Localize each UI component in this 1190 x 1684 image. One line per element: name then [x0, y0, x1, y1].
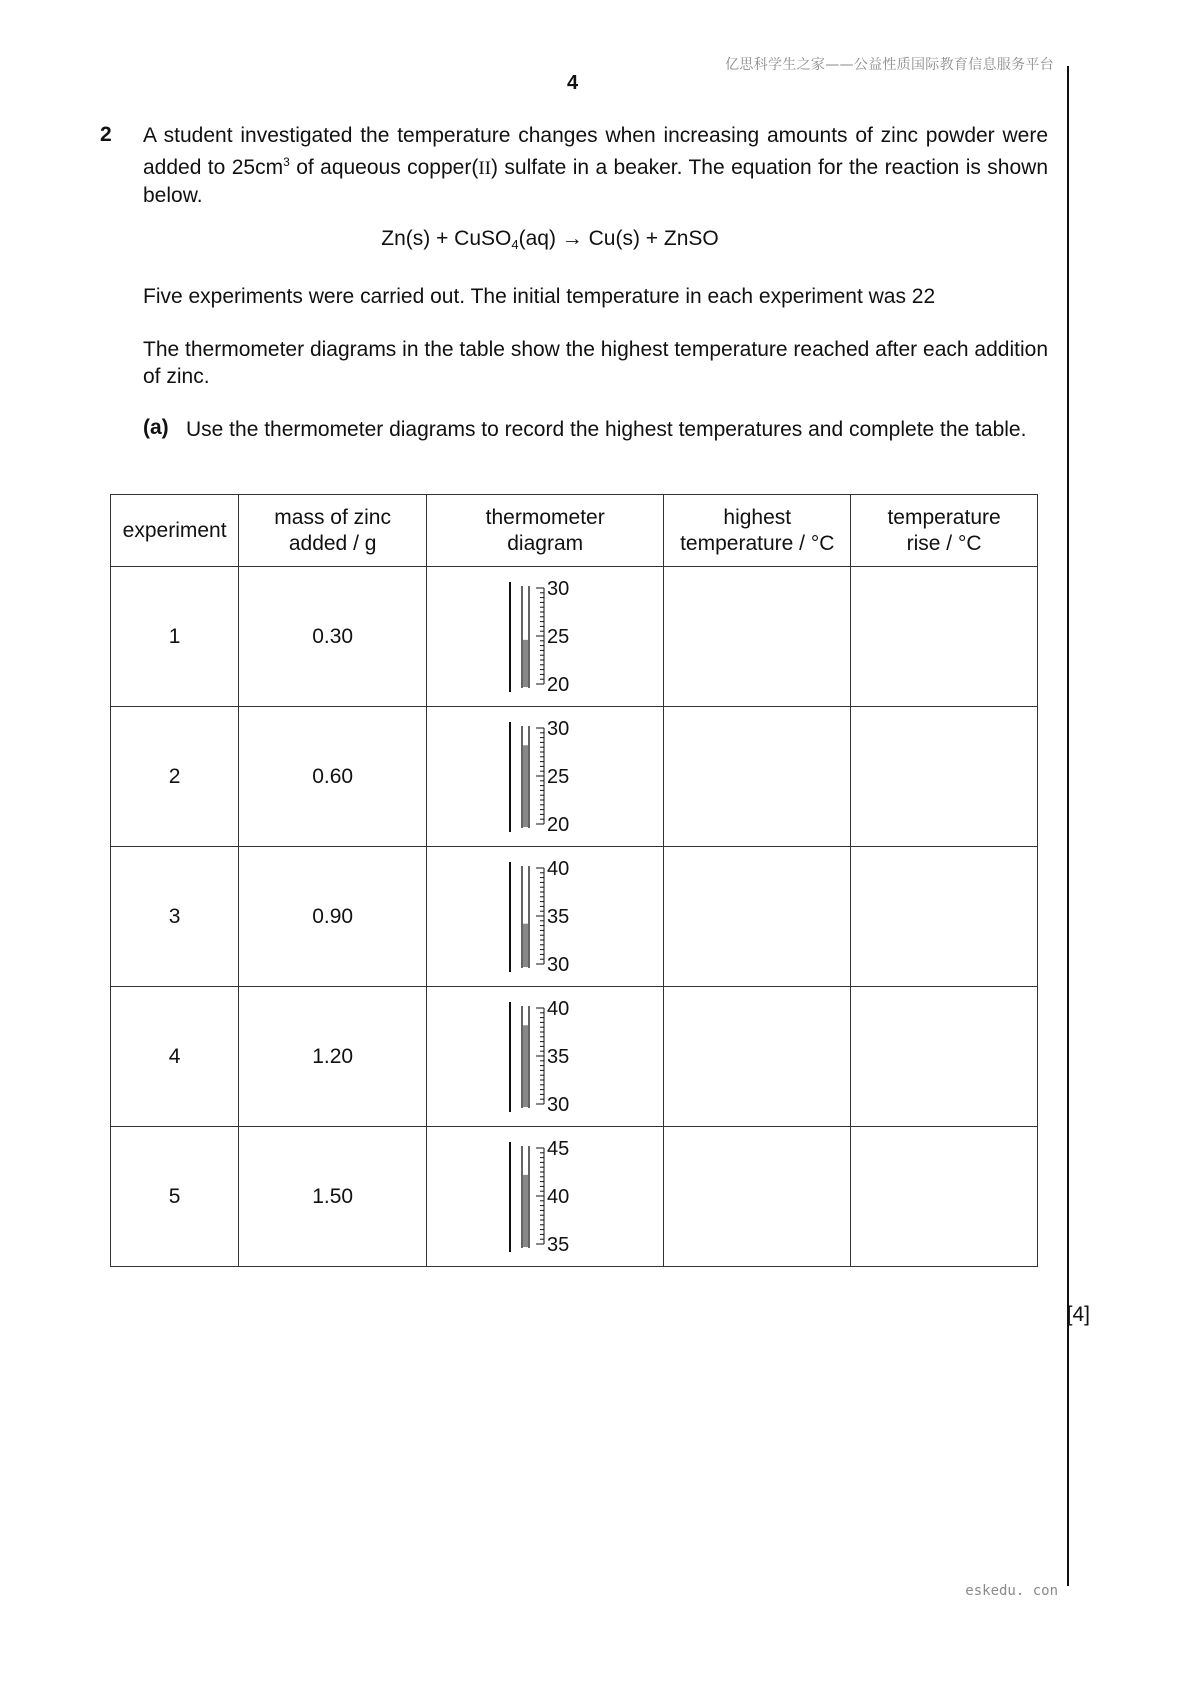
- thermometer-diagram: [505, 576, 585, 698]
- zinc-mass: 0.60: [239, 707, 427, 847]
- thermometer-cell: [427, 847, 664, 987]
- table-row: [111, 987, 1038, 1127]
- header-mass: mass of zinc added / g: [239, 495, 427, 567]
- scale-label: 35: [547, 1045, 570, 1068]
- header-experiment: experiment: [111, 495, 239, 567]
- thermometer-diagram: [505, 856, 585, 978]
- thermometer-diagram: [505, 1136, 585, 1258]
- watermark-footer: eskedu. con: [965, 1583, 1058, 1599]
- experiment-number: 3: [111, 847, 239, 987]
- scale-label: 40: [547, 857, 570, 880]
- thermometer-cell: [427, 1127, 664, 1267]
- table-row: [111, 707, 1038, 847]
- temperature-rise-answer[interactable]: [851, 567, 1038, 707]
- scale-label: 40: [547, 1185, 570, 1208]
- scale-label: 20: [547, 813, 570, 836]
- highest-temperature-answer[interactable]: [664, 847, 851, 987]
- highest-temperature-answer[interactable]: [664, 1127, 851, 1267]
- temperature-rise-answer[interactable]: [851, 1127, 1038, 1267]
- zinc-mass: 1.20: [239, 987, 427, 1127]
- zinc-mass: 0.90: [239, 847, 427, 987]
- thermometer-cell: [427, 987, 664, 1127]
- scale-label: 25: [547, 625, 570, 648]
- watermark-header: 亿思科学生之家——公益性质国际教育信息服务平台: [725, 57, 1054, 73]
- table-row: [111, 1127, 1038, 1267]
- thermometer-cell: [427, 567, 664, 707]
- results-table: [110, 494, 1038, 1267]
- scale-label: 30: [547, 953, 570, 976]
- experiment-number: 2: [111, 707, 239, 847]
- mercury-column: [523, 1174, 528, 1246]
- temperature-rise-answer[interactable]: [851, 847, 1038, 987]
- experiment-number: 4: [111, 987, 239, 1127]
- table-row: [111, 567, 1038, 707]
- question-intro: A student investigated the temperature changes when increasing amounts of zinc powder were added to $25cm^3$ of aqueous copper(II) sulfate in a beaker. The equation for the reaction is shown below.: [143, 124, 1049, 207]
- scale-label: 40: [547, 997, 570, 1020]
- scale-label: 35: [547, 1233, 570, 1256]
- part-a-instruction: Use the thermometer diagrams to record the highest temperatures and complete the table.: [186, 418, 1027, 441]
- highest-temperature-answer[interactable]: [664, 707, 851, 847]
- temperature-rise-answer[interactable]: [851, 707, 1038, 847]
- highest-temperature-answer[interactable]: [664, 987, 851, 1127]
- reaction-equation: Zn(s) + CuSO$_4$(aq) → Cu(s) + ZnSO: [381, 227, 719, 252]
- scale-label: 45: [547, 1137, 570, 1160]
- scale-label: 30: [547, 577, 570, 600]
- header-thermometer: thermometer diagram: [427, 495, 664, 567]
- experiment-number: 5: [111, 1127, 239, 1267]
- paragraph-thermometer-info: The thermometer diagrams in the table show the highest temperature reached after each addition of zinc.: [143, 338, 1048, 388]
- marks-total: [4]: [1066, 1303, 1090, 1326]
- scale-label: 30: [547, 1093, 570, 1116]
- scale-label: 20: [547, 673, 570, 696]
- mercury-column: [523, 1025, 528, 1107]
- zinc-mass: 0.30: [239, 567, 427, 707]
- header-highest-temperature: highest temperature / °C: [664, 495, 851, 567]
- table-row: [111, 847, 1038, 987]
- question-number: 2: [100, 123, 112, 146]
- thermometer-diagram: [505, 996, 585, 1118]
- scale-label: 35: [547, 905, 570, 928]
- experiment-number: 1: [111, 567, 239, 707]
- thermometer-cell: [427, 707, 664, 847]
- mercury-column: [523, 923, 528, 966]
- zinc-mass: 1.50: [239, 1127, 427, 1267]
- page-number: 4: [566, 72, 579, 94]
- scale-label: 25: [547, 765, 570, 788]
- part-a-label: (a): [143, 416, 169, 439]
- page-margin-rule: [1067, 66, 1069, 1586]
- paragraph-initial-temperature: Five experiments were carried out. The initial temperature in each experiment was 22: [143, 285, 936, 308]
- scale-label: 30: [547, 717, 570, 740]
- thermometer-diagram: [505, 716, 585, 838]
- table-header-row: [111, 495, 1038, 567]
- header-temperature-rise: temperature rise / °C: [851, 495, 1038, 567]
- mercury-column: [523, 745, 528, 827]
- mercury-column: [523, 639, 528, 686]
- temperature-rise-answer[interactable]: [851, 987, 1038, 1127]
- highest-temperature-answer[interactable]: [664, 567, 851, 707]
